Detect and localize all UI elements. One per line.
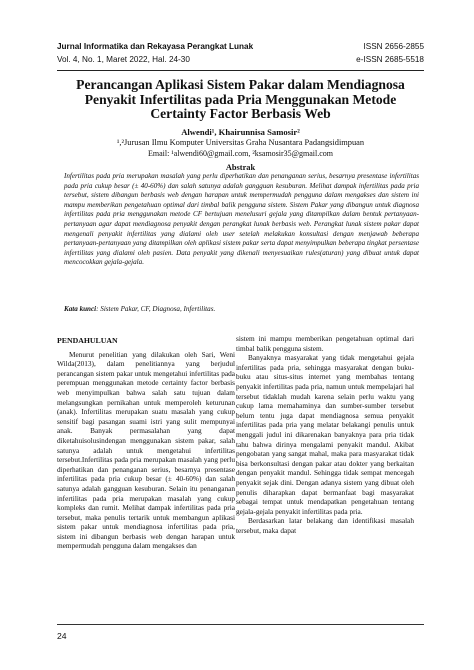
page-number: 24: [57, 631, 67, 641]
paper-title: Perancangan Aplikasi Sistem Pakar dalam Mendiagnosa Penyakit Infertilitas pada Pria Menggunakan Metode Certainty Factor Berbasis Web: [76, 77, 405, 121]
volume-info: Vol. 4, No. 1, Maret 2022, Hal. 24-30: [57, 55, 190, 64]
affiliation: ¹,²Jurusan Ilmu Komputer Universitas Graha Nusantara Padangsidimpuan: [116, 138, 365, 147]
right-paragraph: sistem ini mampu memberikan pengetahuan optimal dari timbal balik pengguna sistem.: [236, 334, 414, 353]
author-list: Alwendi¹, Khairunnisa Samosir²: [181, 127, 300, 137]
header-divider: [57, 70, 424, 71]
right-column: [236, 334, 414, 535]
right-paragraph: Berdasarkan latar belakang dan identifikasi masalah tersebut, maka dapat: [236, 516, 414, 535]
running-header-line-1: [57, 42, 424, 51]
keywords-list: : Sistem Pakar, CF, Diagnosa, Infertilitas.: [96, 305, 216, 313]
abstract-heading: Abstrak: [225, 163, 256, 172]
section-heading: PENDAHULUAN: [57, 336, 118, 345]
left-paragraph: Menurut penelitian yang dilakukan oleh Sari, Weni Wilda(2013), dalam penelitiannya yang berjudul perancangan sistem pakar untuk mengetahui infertilitas pada perempuan menggunakan metode certainty factor berbasis web menyimpulkan bahwa salah satu tujuan dalam melangsungkan pernikahan untuk memperoleh keturunan (anak). Infertilitas merupakan suatu masalah yang cukup sensitif bagi pasangan suami istri yang sulit mempunyai anak. Banyak permasalahan yang dapat diketahuisolusindengan menggunakan sistem pakar, salah satunya adalah untuk mengetahui infertilitas tersebut.Infertilitas pada pria merupakan masalah yang perlu diperhatikan dan penanganan serius, besarnya presentase infertilitas pada pria cukup besar (± 40-60%) dan salah satunya adalah gangguan kesuburan. Selain itu penanganan infertilitas pada pria merupakan masalah yang cukup kompleks dan rumit. Melihat dampak infertilitas pada pria tersebut, maka penulis tertarik untuk membangun aplikasi sistem pakar untuk mendiagnosa infertilitas pada pria, sistem ini dibangun berbasis web dengan harapan untuk mempermudah pengguna dalam mengakses dan: [57, 349, 235, 551]
issn: ISSN 2656-2855: [363, 42, 424, 51]
running-header-line-2: [57, 55, 424, 64]
keywords: [64, 305, 419, 313]
author-emails: Email: ¹alwendi60@gmail.com, ²ksamosir35@gmail.com: [147, 149, 334, 158]
keywords-label: Kata kunci: [64, 305, 97, 313]
footer-divider: [57, 624, 424, 625]
journal-name: Jurnal Informatika dan Rekayasa Perangkat Lunak: [57, 42, 254, 51]
left-column: [57, 336, 235, 551]
eissn: e-ISSN 2685-5518: [356, 55, 424, 64]
abstract-text: Infertilitas pada pria merupakan masalah yang perlu diperhatikan dan penanganan serius, besarnya presentase infertilitas pada pria cukup besar (± 40-60%) dan salah satunya adalah gangguan kesuburan. Melihat dampak infertilitas pada pria tersebut, sistem dibangun berbasis web dengan harapan untuk mempermudah pengguna dalam mengakses dan sistem ini mampu memberikan pengetahuan optimal dari timbal balik pengguna sistem. Sistem Pakar yang dibangun untuk diagnosa infertilitas pada pria menggunakan metode CF bertujuan menelusuri gejala yang ditampilkan dalam bentuk pertanyaan-pertanyaan agar dapat mendiagnosa penyakit dengan perangkat lunak berbasis web. Perangkat lunak sistem pakar dapat mengenali penyakit infertilitas yang dialami oleh user setelah melakukan konsultasi dengan menjawab beberapa pertanyaan-pertanyaan yang ditampilkan oleh aplikasi sistem pakar serta dapat menyimpulkan beberapa tingkat persentase infertilitas yang dialami oleh pasien. Data penyakit yang dikenali menyesuaikan rules(aturan) yang dibuat untuk dapat mencocokkan gejala-gejala.: [64, 172, 419, 267]
right-paragraph: Banyaknya masyarakat yang tidak mengetahui gejala infertilitas pada pria, sehingga masyarakat dengan buku-buku atau situs-situs internet yang membahas tentang penyakit infertilitas pada pria, namun untuk mempelajari hal tersebut tidaklah mudah karena selain perlu waktu yang cukup lama memahaminya dan sumber-sumber tersebut belum tentu juga dapat mendiagnosa semua penyakit infertilitas pada pria yang melatar belakangi penulis untuk menggali judul ini dikarenakan banyaknya para pria tidak tahu bahwa dirinya mengalami penyakit mandul. Akibat pengobatan yang sangat mahal, maka para masyarakat tidak bisa berkonsultasi dengan pakar atau dokter yang berkaitan dengan penyakit mandul. Sehingga tidak sempat mencegah penyakit sejak dini. Dengan adanya sistem yang dibuat oleh penulis diharapkan dapat bermanfaat bagi masyarakat sebagai tempat untuk mendapatkan pengetahuan tentang gejala-gejala penyakit infertilitas pada pria.: [236, 353, 414, 516]
